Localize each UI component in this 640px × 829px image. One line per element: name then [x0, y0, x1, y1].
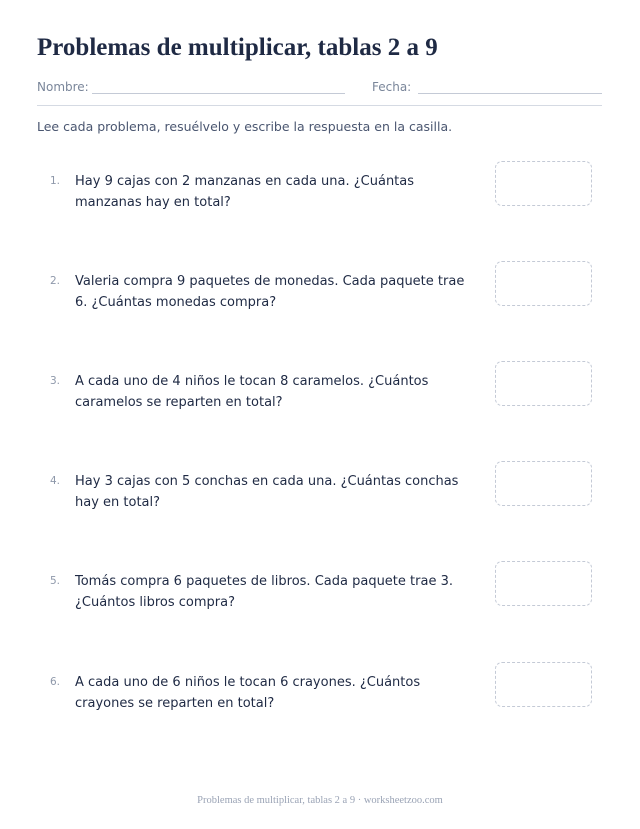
problem-text: A cada uno de 4 niños le tocan 8 caramelos. ¿Cuántos caramelos se reparten en total? — [75, 374, 429, 410]
problem-item — [37, 571, 602, 631]
problem-text: Hay 9 cajas con 2 manzanas en cada una. ¿Cuántas manzanas hay en total? — [75, 174, 415, 210]
page-footer: Problemas de multiplicar, tablas 2 a 9 · worksheetzoo.com — [197, 795, 443, 806]
date-line[interactable] — [418, 93, 602, 94]
problem-text: A cada uno de 6 niños le tocan 6 crayones. ¿Cuántos crayones se reparten en total? — [75, 675, 421, 711]
answer-box[interactable] — [495, 561, 592, 606]
problem-number: 1. — [50, 175, 61, 187]
problem-number: 3. — [50, 375, 61, 387]
answer-box[interactable] — [495, 361, 592, 406]
problem-number: 6. — [50, 676, 61, 688]
problem-number: 4. — [50, 475, 61, 487]
problem-item — [37, 371, 602, 431]
problem-text: Valeria compra 9 paquetes de monedas. Cada paquete trae 6. ¿Cuántas monedas compra? — [75, 274, 465, 310]
answer-box[interactable] — [495, 161, 592, 206]
problem-item — [37, 471, 602, 531]
name-label: Nombre: — [37, 80, 89, 94]
problem-item — [37, 672, 602, 732]
name-date-row — [37, 80, 602, 98]
header-divider — [37, 105, 602, 106]
answer-box[interactable] — [495, 662, 592, 707]
problem-number: 2. — [50, 275, 61, 287]
date-label: Fecha: — [372, 80, 412, 94]
problem-number: 5. — [50, 575, 61, 587]
problem-item — [37, 171, 602, 231]
problem-item — [37, 271, 602, 331]
page-title: Problemas de multiplicar, tablas 2 a 9 — [37, 34, 438, 61]
problem-text: Hay 3 cajas con 5 conchas en cada una. ¿Cuántas conchas hay en total? — [75, 474, 459, 510]
instructions: Lee cada problema, resuélvelo y escribe la respuesta en la casilla. — [37, 119, 453, 134]
problem-text: Tomás compra 6 paquetes de libros. Cada paquete trae 3. ¿Cuántos libros compra? — [75, 574, 453, 610]
name-line[interactable] — [92, 93, 345, 94]
answer-box[interactable] — [495, 261, 592, 306]
answer-box[interactable] — [495, 461, 592, 506]
